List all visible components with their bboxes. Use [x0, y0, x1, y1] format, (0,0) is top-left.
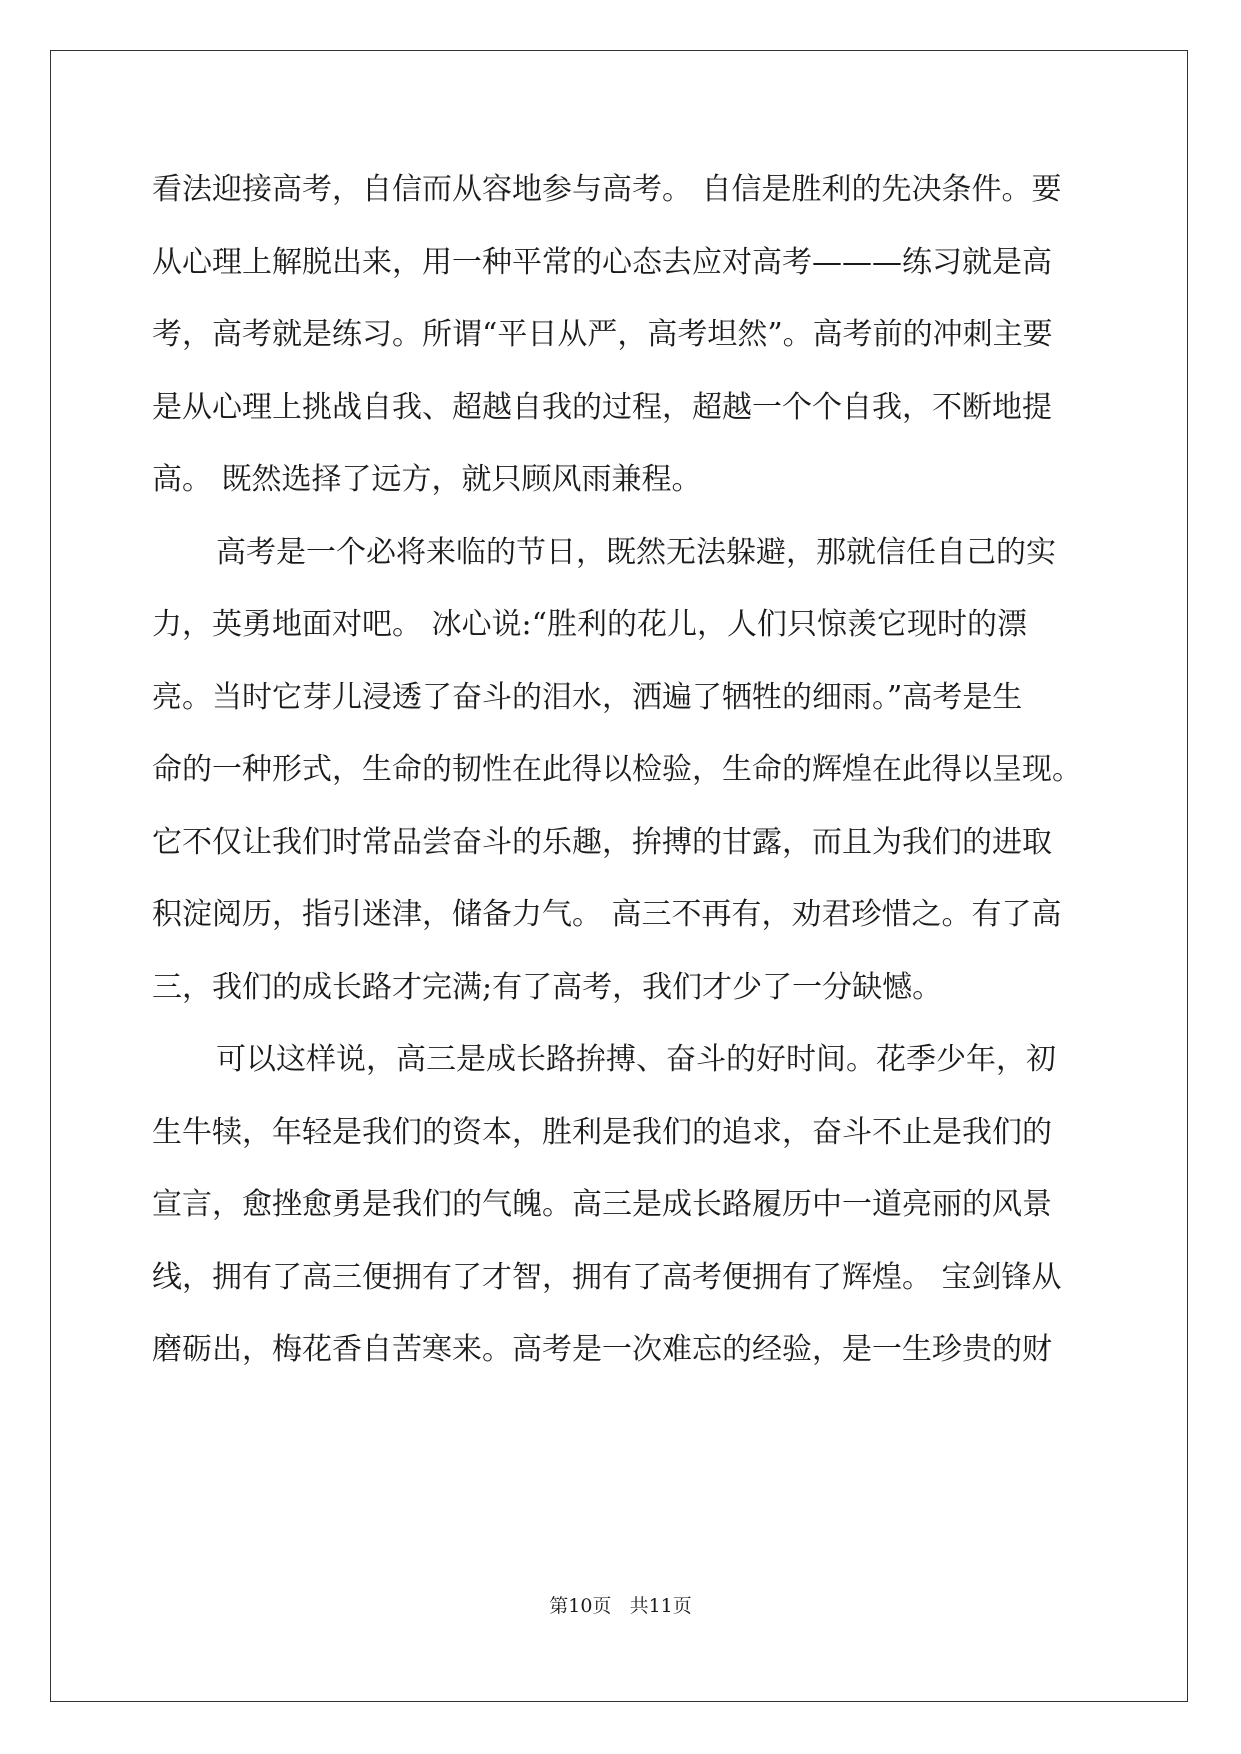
text-line-5: 高。 既然选择了远方，就只顾风雨兼程。: [152, 462, 702, 497]
text-line-12: 三，我们的成长路才完满;有了高考，我们才少了一分缺憾。: [152, 969, 943, 1005]
page-footer: [0, 1591, 1241, 1618]
text-line-17: 磨砺出，梅花香自苦寒来。高考是一次难忘的经验，是一生珍贵的财: [152, 1332, 1052, 1367]
text-line-15: 宣言，愈挫愈勇是我们的气魄。高三是成长路履历中一道亮丽的风景: [152, 1187, 1052, 1222]
text-line-14: 生牛犊，年轻是我们的资本，胜利是我们的追求，奋斗不止是我们的: [152, 1114, 1052, 1150]
text-line-10: 它不仅让我们时常品尝奋斗的乐趣，拚搏的甘露，而且为我们的进取: [152, 824, 1052, 860]
page-total: 共11页: [629, 1595, 692, 1617]
text-line-7: 力，英勇地面对吧。 冰心说:“胜利的花儿，人们只惊羡它现时的漂: [152, 607, 1027, 642]
text-line-8: 亮。当时它芽儿浸透了奋斗的泪水，洒遍了牺牲的细雨。”高考是生: [152, 679, 1023, 715]
text-line-1: 看法迎接高考，自信而从容地参与高考。 自信是胜利的先决条件。要: [152, 172, 1062, 207]
text-line-4: 是从心理上挑战自我、超越自我的过程，超越一个个自我，不断地提: [152, 389, 1052, 425]
text-line-9: 命的一种形式，生命的韧性在此得以检验，生命的辉煌在此得以呈现。: [152, 752, 1082, 787]
page-border: [50, 50, 1188, 1702]
text-line-16: 线，拥有了高三便拥有了才智，拥有了高考便拥有了辉煌。 宝剑锋从: [152, 1259, 1062, 1295]
text-line-11: 积淀阅历，指引迷津，储备力气。 高三不再有，劝君珍惜之。有了高: [152, 897, 1062, 932]
text-line-13: 可以这样说，高三是成长路拚搏、奋斗的好时间。花季少年，初: [216, 1042, 1056, 1077]
text-line-3: 考，高考就是练习。所谓“平日从严，高考坦然”。高考前的冲刺主要: [152, 317, 1053, 352]
page-number: 第10页: [549, 1595, 612, 1617]
text-line-2: 从心理上解脱出来，用一种平常的心态去应对高考———练习就是高: [152, 244, 1052, 280]
text-line-6: 高考是一个必将来临的节日，既然无法躲避，那就信任自己的实: [216, 534, 1056, 570]
